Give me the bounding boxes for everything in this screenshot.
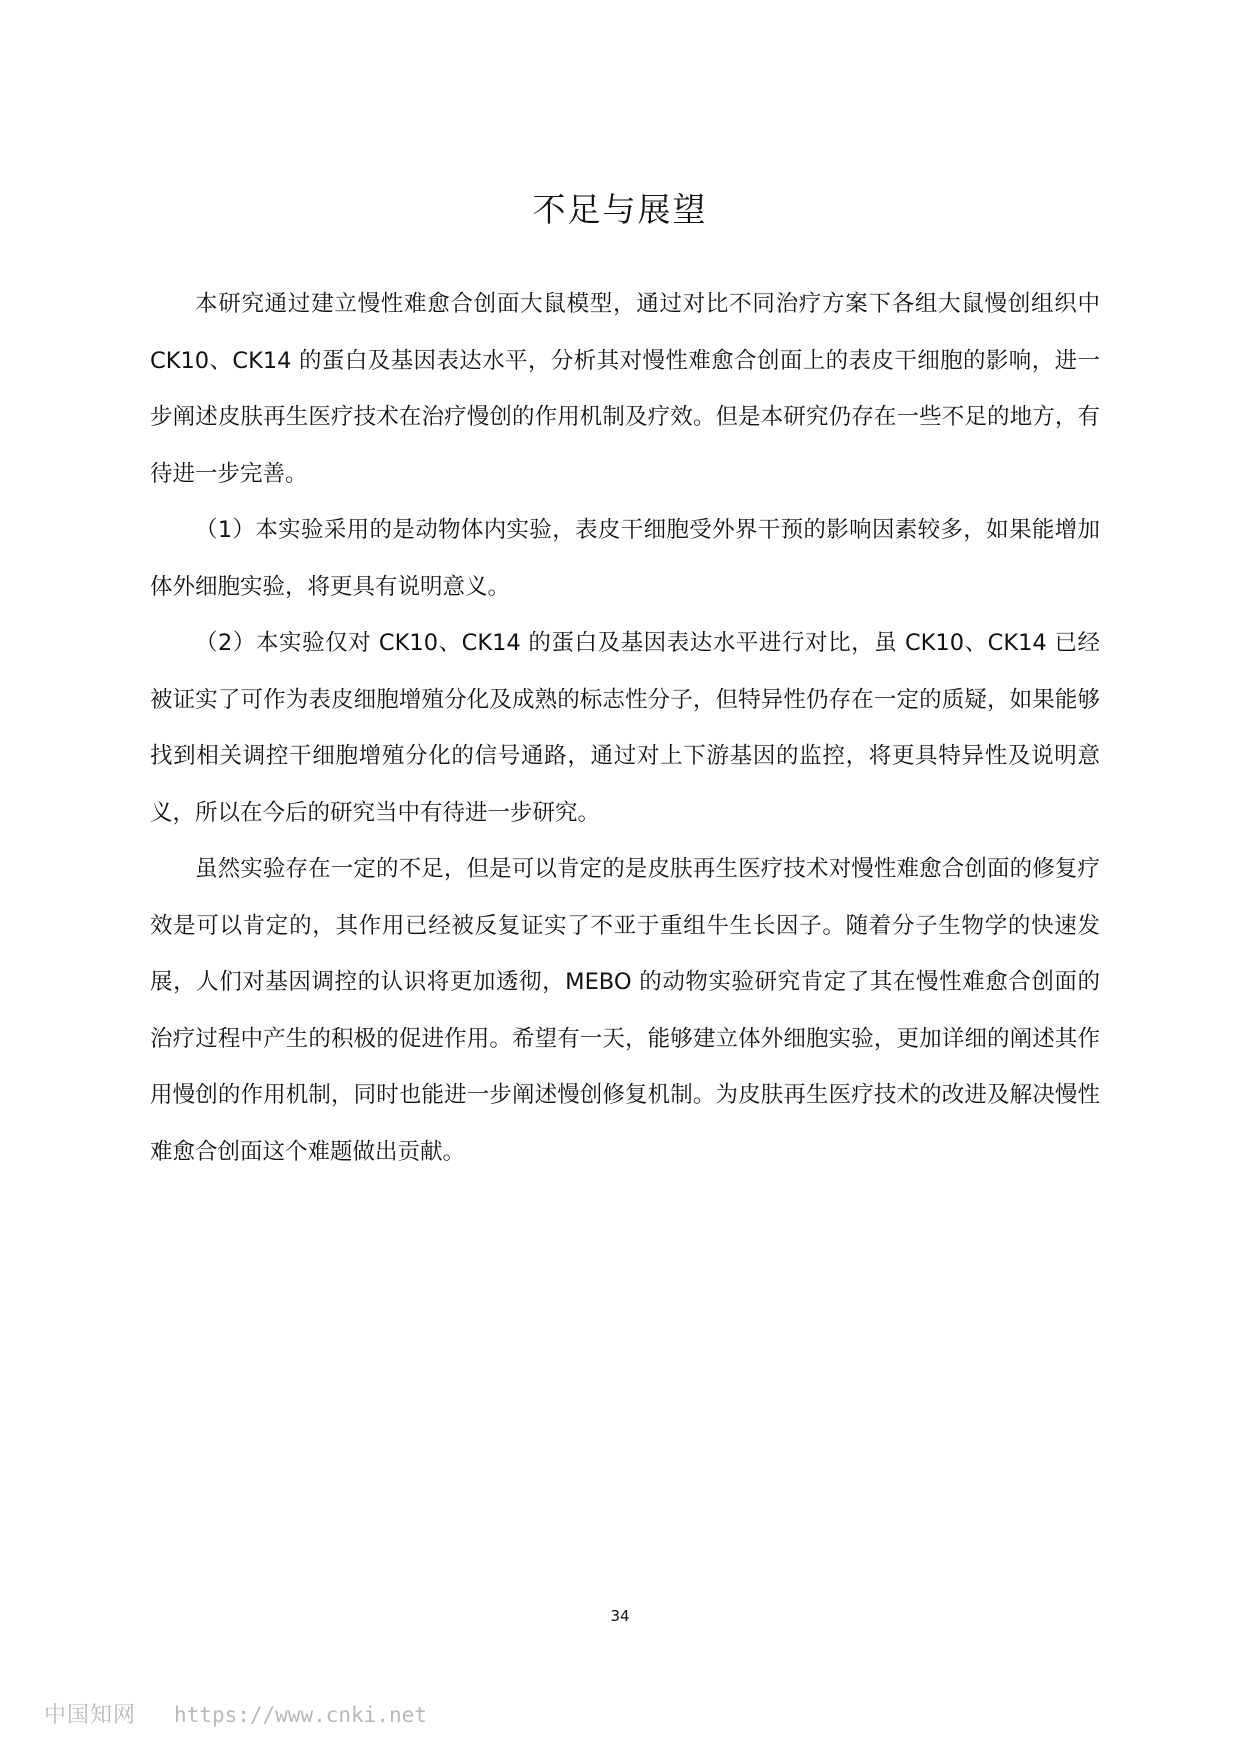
body-text xyxy=(150,276,1100,1180)
paragraph-limitation-2: （2）本实验仅对 CK10、CK14 的蛋白及基因表达水平进行对比，虽 CK10、CK14 已经被证实了可作为表皮细胞增殖分化及成熟的标志性分子，但特异性仍存在一定的质疑，如果能够找到相关调控干细胞增殖分化的信号通路，通过对上下游基因的监控，将更具特异性及说明意义，所以在今后的研究当中有待进一步研究。 xyxy=(150,630,1100,826)
page-number: 34 xyxy=(610,1607,630,1625)
paragraph-limitation-1: （1）本实验采用的是动物体内实验，表皮干细胞受外界干预的影响因素较多，如果能增加体外细胞实验，将更具有说明意义。 xyxy=(150,517,1100,600)
watermark-site-name: 中国知网 xyxy=(44,1703,137,1728)
watermark-url: https://www.cnki.net xyxy=(174,1703,427,1727)
paragraph-intro: 本研究通过建立慢性难愈合创面大鼠模型，通过对比不同治疗方案下各组大鼠慢创组织中 CK10、CK14 的蛋白及基因表达水平，分析其对慢性难愈合创面上的表皮干细胞的影响，进一步阐述皮肤再生医疗技术在治疗慢创的作用机制及疗效。但是本研究仍存在一些不足的地方，有待进一步完善。 xyxy=(150,291,1100,487)
watermark xyxy=(44,1698,427,1729)
page-title: 不足与展望 xyxy=(532,190,708,229)
paragraph-outlook: 虽然实验存在一定的不足，但是可以肯定的是皮肤再生医疗技术对慢性难愈合创面的修复疗效是可以肯定的，其作用已经被反复证实了不亚于重组牛生长因子。随着分子生物学的快速发展，人们对基因调控的认识将更加透彻，MEBO 的动物实验研究肯定了其在慢性难愈合创面的治疗过程中产生的积极的促进作用。希望有一天，能够建立体外细胞实验，更加详细的阐述其作用慢创的作用机制，同时也能进一步阐述慢创修复机制。为皮肤再生医疗技术的改进及解决慢性难愈合创面这个难题做出贡献。 xyxy=(150,856,1100,1165)
